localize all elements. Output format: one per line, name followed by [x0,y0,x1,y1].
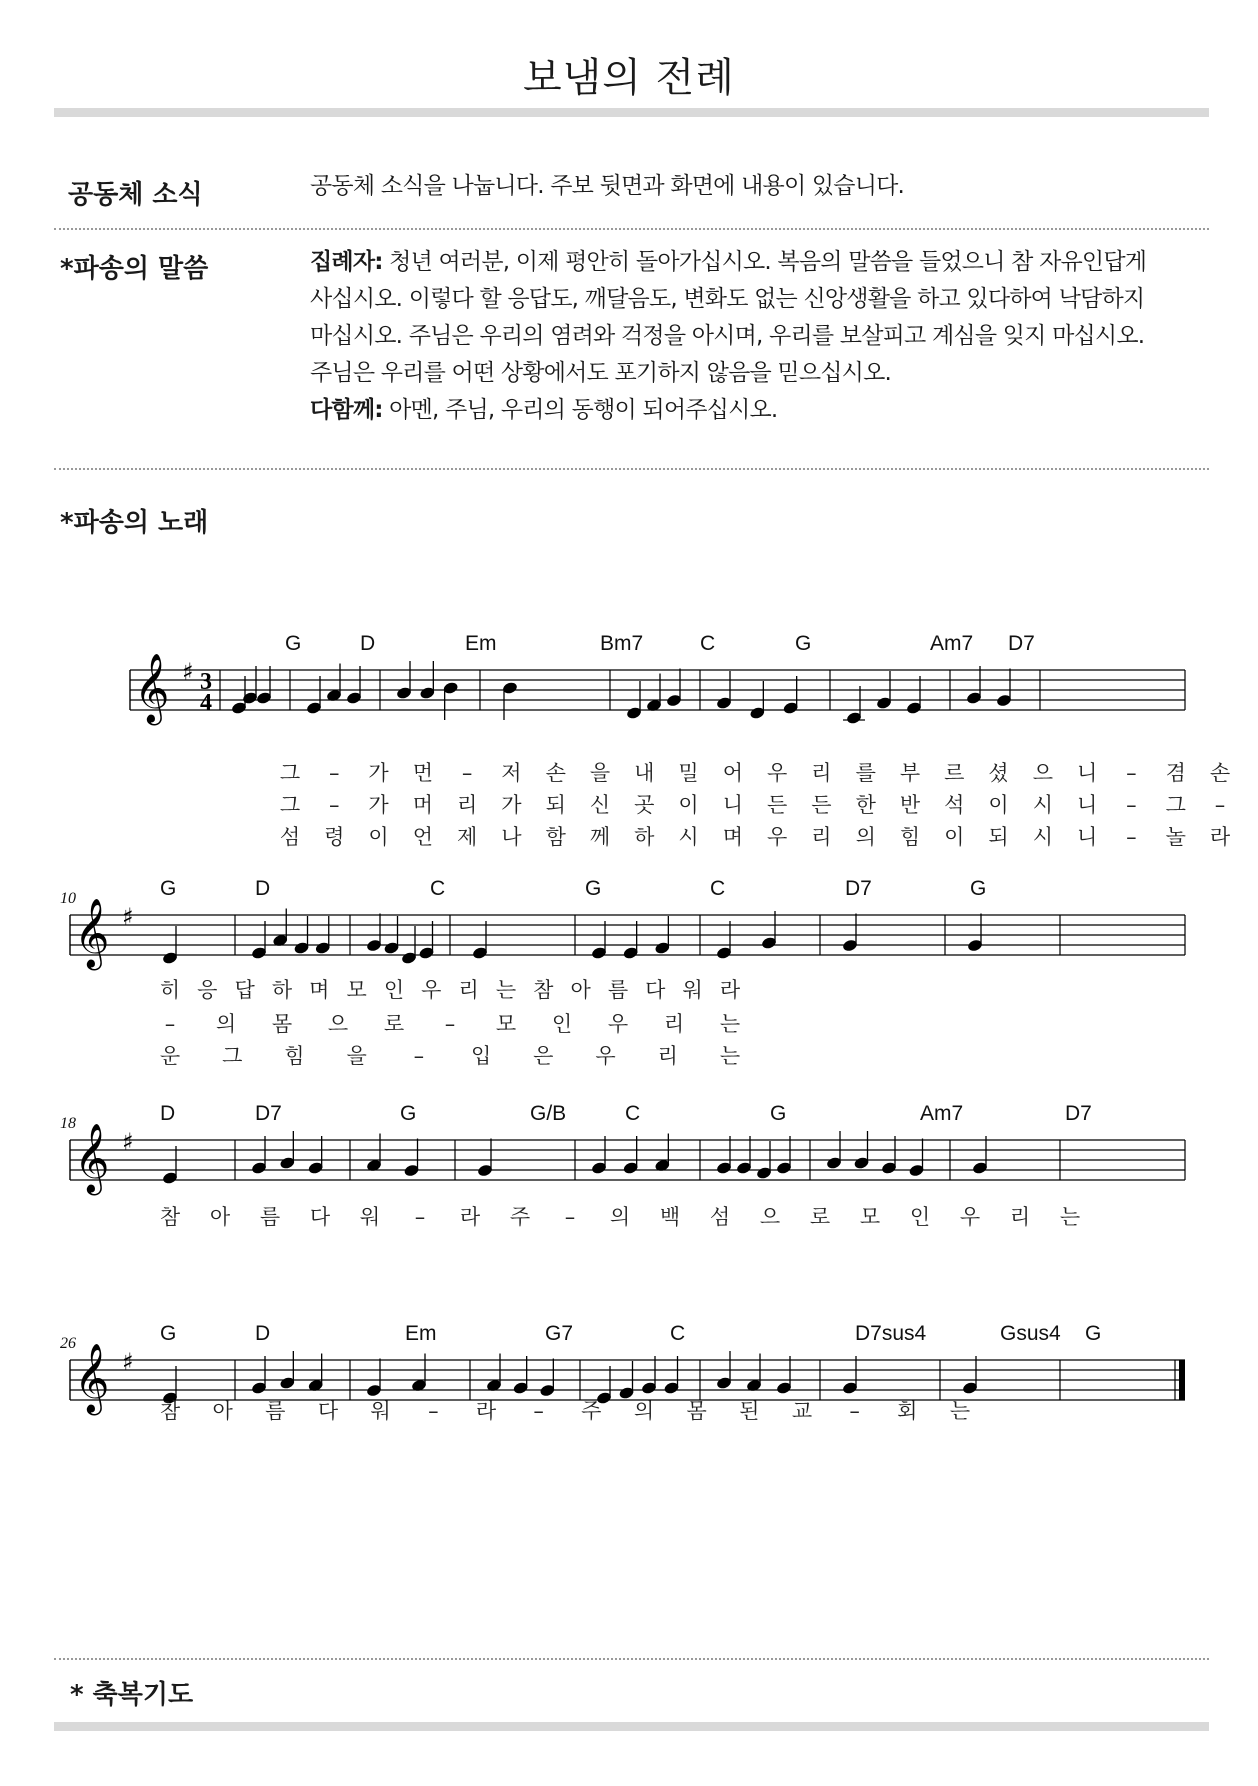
lyric-syllable: 인 [909,1205,931,1229]
lyrics [160,978,741,1068]
chord-row [285,632,1035,655]
lyric-syllable: 회 [897,1399,918,1423]
chord-symbol: Gsus4 [1000,1322,1061,1345]
lyric-syllable: 응 [197,978,218,1002]
chord-symbol: D7 [255,1102,282,1125]
lyric-syllable: 며 [309,978,330,1002]
lyric-syllable: 을 [589,761,611,785]
lyric-syllable: 함 [545,825,566,849]
sending-song-label: *파송의 노래 [60,508,209,538]
time-signature-bottom: 4 [200,690,212,716]
lyric-syllable: 는 [719,1012,741,1036]
leader-line [310,244,1210,281]
lyric-syllable: 는 [1059,1205,1081,1229]
lyric-syllable: 름 [259,1205,281,1229]
staff-system [130,632,1231,849]
chord-symbol: Em [465,632,497,655]
measure-number: 10 [60,890,76,907]
sending-word-text [310,244,1210,429]
lyric-syllable: 운 [159,1044,181,1068]
chord-symbol: Bm7 [600,632,644,655]
lyric-syllable: – [461,761,473,785]
chord-symbol: D [255,1322,271,1345]
lyric-syllable: 리 [456,793,478,817]
chord-symbol: C [625,1102,641,1125]
lyric-syllable: 인 [551,1012,573,1036]
lyric-syllable: 아 [209,1205,231,1229]
sharp-icon: ♯ [122,1348,134,1376]
lyric-syllable: – [849,1399,860,1423]
lyric-syllable: 를 [855,761,876,785]
lyric-syllable: 그 [222,1044,243,1068]
lyric-syllable: 섬 [279,825,301,849]
lyric-syllable: 우 [607,1012,629,1036]
lyric-syllable: – [414,1205,426,1229]
chord-symbol: D [160,1102,176,1125]
lyric-syllable: 의 [855,825,876,849]
lyric-syllable: 가 [368,793,389,817]
measure-number: 18 [60,1115,76,1132]
sending-word-label: *파송의 말씀 [60,254,209,284]
chord-symbol: Am7 [930,632,974,655]
lyric-syllable: 름 [265,1399,286,1423]
sharp-icon: ♯ [182,658,194,686]
lyric-syllable: 참 [533,978,554,1002]
chord-symbol: G [1085,1322,1102,1345]
lyric-syllable: 으 [759,1205,781,1229]
chord-symbol: C [670,1322,686,1345]
page-title: 보냄의 전례 [523,55,735,101]
leader-label: 집례자: [310,249,383,275]
chord-symbol: Em [405,1322,437,1345]
lyric-syllable: 로 [383,1012,405,1036]
lyric-syllable: 우 [959,1205,981,1229]
lyric-syllable: 는 [949,1399,971,1423]
lyric-syllable: 이 [944,825,965,849]
lyric-syllable: 힘 [284,1044,305,1068]
lyric-syllable: 된 [739,1399,760,1423]
chord-symbol: D7sus4 [855,1322,927,1345]
lyric-syllable: 가 [501,793,522,817]
lyric-syllable: 참 [159,1399,181,1423]
lyric-syllable: 입 [470,1044,492,1068]
chord-symbol: Am7 [920,1102,964,1125]
lyric-syllable: 니 [1076,761,1098,785]
section-divider [54,228,1209,230]
title-divider [54,108,1209,117]
lyric-syllable: 되 [988,825,1009,849]
chord-symbol: G [970,877,987,900]
lyric-syllable: 라 [459,1205,481,1229]
lyric-syllable: 라 [475,1399,497,1423]
lyric-syllable: 교 [791,1399,813,1423]
lyric-syllable: – [329,761,340,785]
lyric-syllable: 의 [633,1399,655,1423]
lyric-syllable: 그 [1165,793,1186,817]
lyric-syllable: 리 [811,825,832,849]
leader-text: 청년 여러분, 이제 평안히 돌아가십시오. 복음의 말씀을 들었으니 참 자유인답게 [389,249,1147,275]
lyric-syllable: – [444,1012,456,1036]
lyric-syllable: 힘 [899,825,921,849]
lyric-syllable: 머 [412,793,434,817]
lyrics [160,1205,1080,1229]
bottom-divider [54,1722,1209,1731]
lyric-syllable: – [413,1044,425,1068]
lyric-syllable: 히 [159,978,181,1002]
lyric-syllable: 는 [495,978,517,1002]
lyrics [280,761,1231,849]
section-divider [54,1658,1209,1660]
lyric-syllable: 다 [317,1399,339,1423]
lyric-syllable: 시 [678,825,699,849]
lyric-syllable: 워 [359,1205,381,1229]
lyric-syllable: 든 [811,793,832,817]
all-line [310,392,1210,429]
chord-symbol: D [360,632,376,655]
lyric-syllable: 르 [944,761,965,785]
all-text: 아멘, 주님, 우리의 동행이 되어주십시오. [389,397,778,423]
chord-symbol: G [160,877,177,900]
chord-symbol: G [400,1102,417,1125]
lyric-syllable: – [564,1205,576,1229]
lyric-syllable: 우 [421,978,442,1002]
lyric-syllable: 리 [663,1012,685,1036]
sending-line-2: 사십시오. 이렇다 할 응답도, 깨달음도, 변화도 없는 신앙생활을 하고 있다하여 낙담하지 [310,286,1145,312]
lyric-syllable: 우 [766,761,788,785]
lyric-syllable: 아 [212,1399,233,1423]
lyric-syllable: – [164,1012,176,1036]
lyric-syllable: 시 [1032,793,1054,817]
chord-symbol: C [430,877,446,900]
lyric-syllable: 워 [682,978,703,1002]
news-label: 공동체 소식 [68,180,203,210]
lyric-syllable: 이 [678,793,699,817]
staff-system [60,1322,1185,1423]
lyric-syllable: 몸 [271,1012,293,1036]
chord-row [160,1322,1101,1345]
lyric-syllable: – [428,1399,439,1423]
staff-system [60,1102,1185,1229]
lyric-syllable: 며 [722,825,744,849]
lyric-syllable: 백 [659,1205,681,1229]
lyric-syllable: 의 [609,1205,631,1229]
lyric-syllable: 라 [1209,825,1231,849]
lyric-syllable: 든 [766,793,788,817]
lyric-syllable: 주 [581,1399,602,1423]
lyric-syllable: 시 [1032,825,1054,849]
sharp-icon: ♯ [122,903,134,931]
lyric-syllable: 하 [634,825,655,849]
lyric-syllable: 그 [279,761,301,785]
lyric-syllable: 셨 [988,761,1009,785]
lyric-syllable: 니 [1076,825,1098,849]
lyric-syllable: – [1126,761,1137,785]
lyric-syllable: 령 [324,825,345,849]
lyric-syllable: 름 [607,978,629,1002]
lyric-syllable: 하 [271,978,293,1002]
lyric-syllable: 어 [722,761,744,785]
lyric-syllable: – [1126,825,1137,849]
chord-symbol: D7 [1008,632,1035,655]
final-bar-thick [1179,1360,1185,1400]
lyric-syllable: 저 [501,761,522,785]
lyric-syllable: 신 [589,793,611,817]
lyric-syllable: 리 [1009,1205,1031,1229]
lyric-syllable: 은 [533,1044,554,1068]
lyric-syllable: 반 [899,793,921,817]
lyric-syllable: 먼 [412,761,434,785]
lyric-syllable: 는 [719,1044,741,1068]
chord-symbol: G7 [545,1322,574,1345]
chord-symbol: G [795,632,812,655]
lyric-syllable: 손 [545,761,566,785]
chord-symbol: C [700,632,716,655]
lyric-syllable: 리 [458,978,479,1002]
lyric-syllable: – [533,1399,544,1423]
chord-symbol: D7 [1065,1102,1092,1125]
chord-symbol: D7 [845,877,872,900]
lyric-syllable: 이 [368,825,389,849]
news-text: 공동체 소식을 나눕니다. 주보 뒷면과 화면에 내용이 있습니다. [310,173,905,199]
lyric-syllable: 모 [346,978,367,1002]
chord-row [160,877,986,900]
lyric-syllable: 내 [634,761,655,785]
lyric-syllable: 그 [279,793,301,817]
lyric-syllable: 답 [234,978,255,1002]
lyric-syllable: 제 [456,825,478,849]
lyric-syllable: 되 [545,793,566,817]
lyric-syllable: 가 [368,761,389,785]
chord-symbol: G [160,1322,177,1345]
lyric-syllable: 니 [1076,793,1098,817]
lyric-syllable: 다 [645,978,666,1002]
sending-line-4: 주님은 우리를 어떤 상황에서도 포기하지 않음을 믿으십시오. [310,360,892,386]
lyric-syllable: 인 [383,978,405,1002]
lyric-syllable: 참 [159,1205,181,1229]
lyric-syllable: 으 [327,1012,349,1036]
lyrics [160,1399,970,1423]
lyric-syllable: 몸 [686,1399,707,1423]
lyric-syllable: 아 [570,978,591,1002]
lyric-syllable: 나 [501,825,522,849]
lyric-syllable: 언 [412,825,434,849]
lyric-syllable: 다 [309,1205,331,1229]
lyric-syllable: 리 [811,761,832,785]
lyric-syllable: 라 [719,978,741,1002]
sending-line-3: 마십시오. 주님은 우리의 염려와 걱정을 아시며, 우리를 보살피고 계심을 잊지 마십시오. [310,323,1145,349]
sheet-music [50,600,1231,1480]
lyric-syllable: 한 [855,793,876,817]
lyric-syllable: 곳 [634,793,655,817]
lyric-syllable: 놀 [1165,825,1186,849]
lyric-syllable: – [329,793,340,817]
all-label: 다함께: [310,397,383,423]
treble-clef-icon: 𝄞 [74,1123,110,1193]
lyric-syllable: 의 [215,1012,237,1036]
lyric-syllable: 주 [509,1205,531,1229]
lyric-syllable: 모 [495,1012,517,1036]
treble-clef-icon: 𝄞 [74,898,110,968]
lyric-syllable: 우 [766,825,788,849]
chord-symbol: G [285,632,302,655]
lyric-syllable: 부 [899,761,921,785]
lyric-syllable: 모 [859,1205,881,1229]
chord-symbol: G [585,877,602,900]
time-signature-top: 3 [200,669,212,695]
treble-clef-icon: 𝄞 [74,1343,110,1413]
lyric-syllable: 밀 [678,761,699,785]
lyric-syllable: 석 [944,793,965,817]
lyric-syllable: 우 [595,1044,616,1068]
lyric-syllable: 로 [809,1205,831,1229]
treble-clef-icon: 𝄞 [134,653,170,723]
chord-symbol: G [770,1102,787,1125]
lyric-syllable: – [1126,793,1137,817]
lyric-syllable: 께 [589,825,611,849]
lyric-syllable: 손 [1209,761,1231,785]
lyric-syllable: 리 [657,1044,678,1068]
blessing-label: * 축복기도 [70,1680,194,1710]
measure-number: 26 [60,1335,76,1352]
lyric-syllable: 이 [988,793,1009,817]
lyric-syllable: 으 [1032,761,1054,785]
chord-symbol: G/B [530,1102,567,1125]
lyric-syllable: 섬 [709,1205,731,1229]
lyric-syllable: 니 [722,793,744,817]
chord-symbol: D [255,877,271,900]
chord-row [160,1102,1092,1125]
lyric-syllable: 을 [346,1044,367,1068]
chord-symbol: C [710,877,726,900]
section-divider [54,468,1209,470]
sharp-icon: ♯ [122,1128,134,1156]
lyric-syllable: 겸 [1165,761,1186,785]
lyric-syllable: 워 [370,1399,391,1423]
lyric-syllable: – [1214,793,1226,817]
staff-system [60,877,1185,1068]
